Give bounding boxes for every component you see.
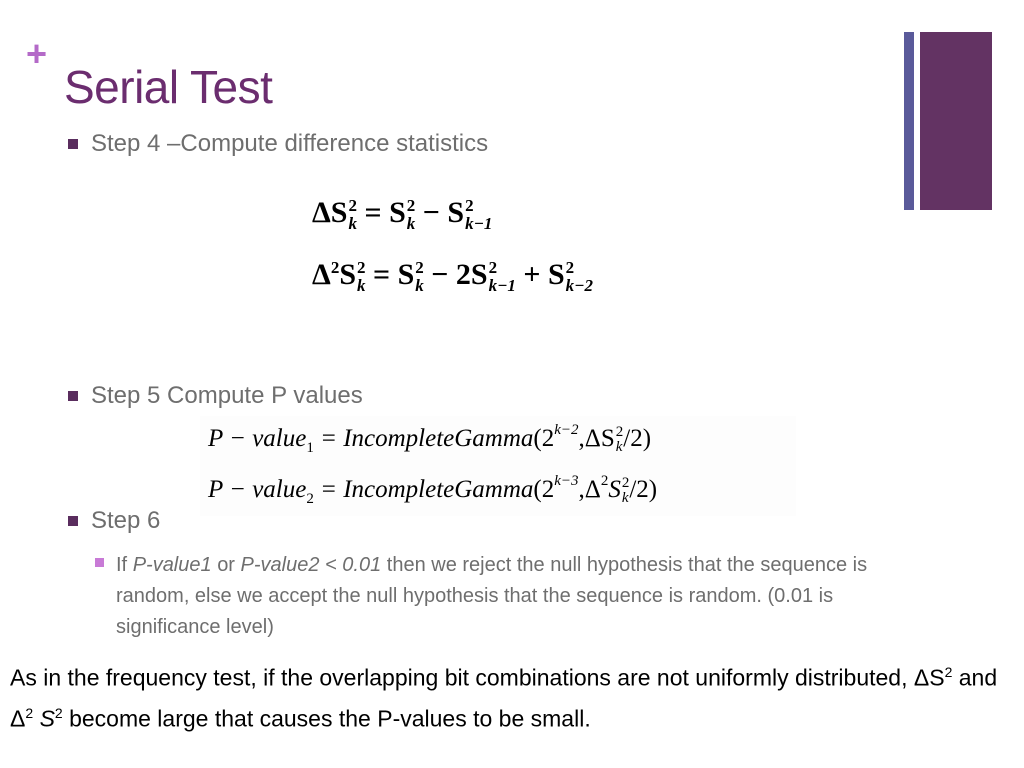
note-part4: become large that causes the P-values to be small. xyxy=(69,705,591,732)
p1-exp: k−2 xyxy=(554,422,579,438)
eq2-delta-sup: 2 xyxy=(330,258,340,277)
frequency-test-note xyxy=(10,655,1024,736)
note-sup1: 2 xyxy=(944,664,953,680)
eq2-plus: + S xyxy=(523,258,565,291)
p2-exp: k−3 xyxy=(554,473,579,489)
accent-bar-thick xyxy=(920,32,992,210)
sub-bullet-square-icon xyxy=(95,558,104,567)
accent-bar-thin xyxy=(904,32,914,210)
eq1-lhs-script: 2 k xyxy=(348,196,357,234)
eq2-minus-script: 2 k−1 xyxy=(488,258,516,296)
p2-sub: 2 xyxy=(306,491,314,507)
step6-pvalue2: P-value2 < 0.01 xyxy=(240,554,382,576)
step6-sub-bullet-text xyxy=(116,550,885,643)
eq2-lhs: S xyxy=(339,258,356,291)
eq1-rhs1-script: 2 k xyxy=(406,196,416,234)
bullet-step5-text: Step 5 Compute P values xyxy=(91,382,363,409)
eq2-rhs1-script: 2 k xyxy=(415,258,424,296)
step6-or: or xyxy=(217,554,235,576)
bullet-step4 xyxy=(68,130,488,158)
note-part3: S xyxy=(39,705,55,732)
equation-p-value-2 xyxy=(208,473,657,508)
p1-sub: 1 xyxy=(306,440,314,456)
eq1-minus: − S xyxy=(422,196,465,229)
p2-mid: ,Δ xyxy=(578,476,601,503)
note-part2: and Δ xyxy=(10,664,998,732)
plus-mark: + xyxy=(26,33,48,74)
p2-args-open: (2 xyxy=(533,476,555,503)
note-sup3: 2 xyxy=(54,704,63,721)
p1-mid-script: 2 k xyxy=(615,423,624,456)
p2-mid-s: S xyxy=(608,476,621,503)
eq2-plus-script: 2 k−2 xyxy=(565,258,593,296)
eq1-lhs: ΔS xyxy=(312,196,348,229)
eq2-minus: − 2S xyxy=(431,258,488,291)
bullet-step5 xyxy=(68,382,363,410)
eq2-lhs-script: 2 k xyxy=(357,258,366,296)
bullet-square-icon xyxy=(68,139,78,149)
p1-tail: /2) xyxy=(623,425,652,452)
p1-fn: = IncompleteGamma xyxy=(320,425,534,452)
p2-fn: = IncompleteGamma xyxy=(320,476,534,503)
note-part1: As in the frequency test, if the overlapping bit combinations are not uniformly distributed, ΔS xyxy=(10,664,945,691)
bullet-square-icon xyxy=(68,516,78,526)
eq2-delta: Δ xyxy=(312,258,331,291)
p2-mid-script: 2 k xyxy=(621,474,630,507)
step6-sub-bullet xyxy=(95,550,885,643)
bullet-step6 xyxy=(68,507,160,535)
p2-lhs: P − value xyxy=(208,476,307,503)
slide-title: Serial Test xyxy=(64,61,273,113)
p1-lhs: P − value xyxy=(208,425,307,452)
eq1-minus-script: 2 k−1 xyxy=(465,196,493,234)
step6-pvalue1: P-value1 xyxy=(132,554,212,576)
equation-delta-s xyxy=(312,196,492,233)
eq1-rhs1: = S xyxy=(364,196,406,229)
p2-tail: /2) xyxy=(629,476,658,503)
bullet-square-icon xyxy=(68,391,78,401)
p1-mid: ,ΔS xyxy=(578,425,615,452)
equation-p-value-1 xyxy=(208,422,651,457)
p1-args-open: (2 xyxy=(533,425,555,452)
note-sup2: 2 xyxy=(25,704,34,721)
p2-mid-sup: 2 xyxy=(600,473,609,489)
bullet-step6-text: Step 6 xyxy=(91,507,161,534)
bullet-step4-text: Step 4 –Compute difference statistics xyxy=(91,130,489,157)
step6-if: If xyxy=(116,554,128,576)
step6-rest: then we reject the null hypothesis that the sequence is random, else we accept the null hypothesis that the sequence is random. (0.01 is significance level) xyxy=(116,554,868,638)
equation-delta2-s xyxy=(312,258,593,295)
eq2-rhs1: = S xyxy=(373,258,415,291)
